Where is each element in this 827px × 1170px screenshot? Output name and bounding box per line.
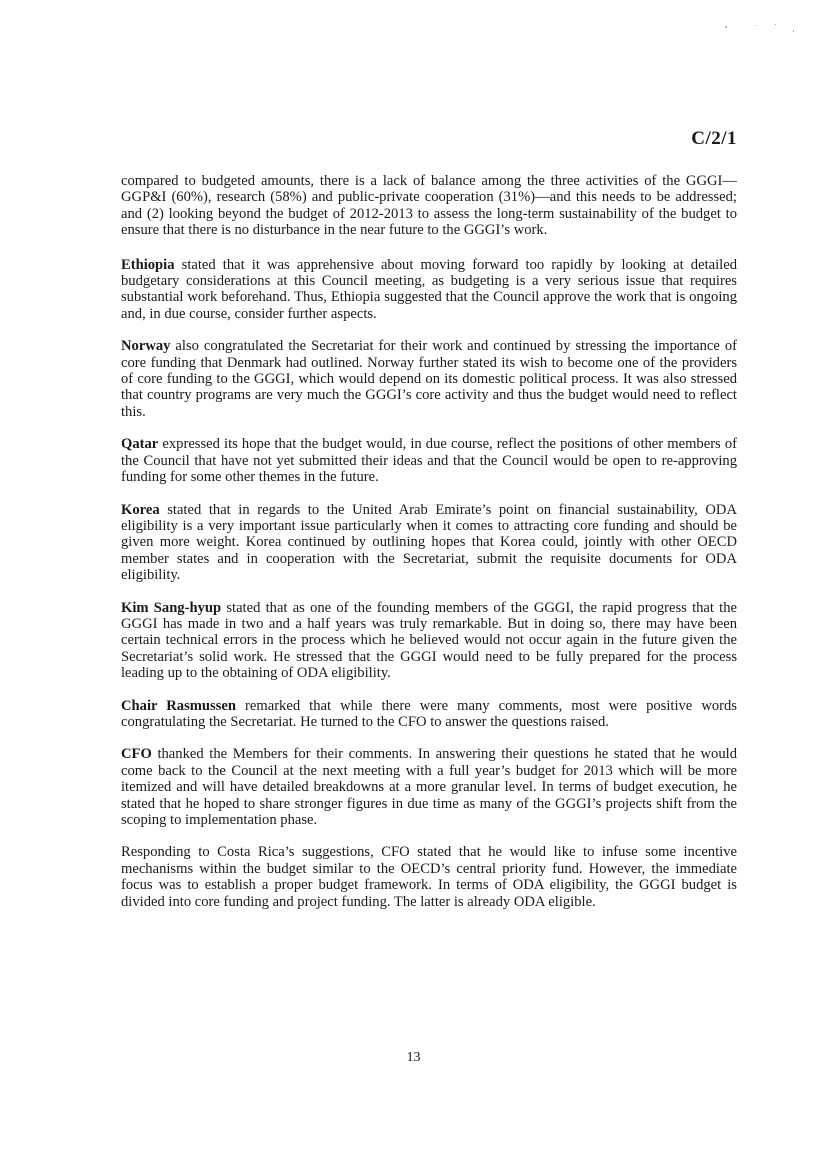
scan-speck — [793, 30, 794, 32]
speaker-name: Ethiopia — [121, 256, 175, 273]
paragraph-text: Responding to Costa Rica’s suggestions, CFO stated that he would like to infuse some incentive mechanisms within the budget similar to the OECD’s central priority fund. However, the immediate focus was to establish a proper budget framework. In terms of ODA eligibility, the GGGI budget is divided into core funding and project funding. The latter is already ODA eligible. — [121, 844, 737, 910]
speaker-name: CFO — [121, 746, 152, 763]
paragraph-qatar — [121, 436, 737, 485]
paragraph-costa-rica-response — [121, 844, 737, 910]
paragraph-text: stated that it was apprehensive about moving forward too rapidly by looking at detailed budgetary considerations at this Council meeting, as budgeting is a very serious issue that requires substantial work beforehand. Thus, Ethiopia suggested that the Council approve the work that is ongoing and, in due course, consider further aspects. — [121, 256, 737, 322]
paragraph-cfo — [121, 746, 737, 828]
paragraph-text: stated that in regards to the United Arab Emirate’s point on financial sustainability, ODA eligibility is a very important issue particularly when it comes to attracting core funding and should be given more weight. Korea continued by outlining hopes that Korea could, jointly with other OECD member states and in cooperation with the Secretariat, submit the requisite documents for ODA eligibility. — [121, 501, 737, 584]
paragraph-chair-rasmussen — [121, 698, 737, 731]
paragraph-ethiopia — [121, 257, 737, 323]
speaker-name: Norway — [121, 338, 171, 355]
scan-specks — [719, 22, 809, 36]
paragraph-text: thanked the Members for their comments. In answering their questions he stated that he would come back to the Council at the next meeting with a full year’s budget for 2013 which will be more itemized and will have detailed breakdowns at a more granular level. In terms of budget execution, he stated that he hoped to share stronger figures in due time as many of the GGGI’s projects shift from the scoping to implementation phase. — [121, 746, 737, 828]
scan-speck — [725, 26, 727, 28]
speaker-name: Qatar — [121, 436, 159, 453]
speaker-name: Chair Rasmussen — [121, 697, 236, 714]
scan-speck — [775, 24, 776, 25]
paragraph-text: compared to budgeted amounts, there is a lack of balance among the three activities of the GGGI— GGP&I (60%), research (58%) and public-private cooperation (31%)—and this needs to be addressed; and (2) looking beyond the budget of 2012-2013 to assess the long-term sustainability of the budget to ensure that there is no disturbance in the near future to the GGGI’s work. — [121, 173, 737, 239]
paragraph-norway — [121, 338, 737, 420]
scan-speck — [755, 25, 756, 26]
speaker-name: Kim Sang-hyup — [121, 599, 222, 616]
paragraph-text: also congratulated the Secretariat for their work and continued by stressing the importance of core funding that Denmark had outlined. Norway further stated its wish to become one of the providers of core funding to the GGGI, which would depend on its domestic political process. It was also stressed that country programs are very much the GGGI’s core activity and thus the budget would need to reflect this. — [121, 338, 737, 420]
paragraph-text: remarked that while there were many comments, most were positive words congratulating the Secretariat. He turned to the CFO to answer the questions raised. — [121, 697, 737, 730]
speaker-name: Korea — [121, 501, 160, 518]
paragraph-intro — [121, 173, 737, 239]
paragraph-korea — [121, 502, 737, 584]
paragraph-text: expressed its hope that the budget would, in due course, reflect the positions of other members of the Council that have not yet submitted their ideas and that the Council would be open to re-approving funding for some other themes in the future. — [121, 436, 737, 486]
document-body — [121, 173, 737, 926]
paragraph-text: stated that as one of the founding members of the GGGI, the rapid progress that the GGGI has made in two and a half years was truly remarkable. But in doing so, there may have been certain technical errors in the process which he believed would not occur again in the future given the Secretariat’s solid work. He stressed that the GGGI would need to be fully prepared for the process leading up to the obtaining of ODA eligibility. — [121, 599, 737, 682]
paragraph-kim-sang-hyup — [121, 600, 737, 682]
document-code: C/2/1 — [691, 128, 737, 149]
page-number: 13 — [406, 1050, 421, 1065]
